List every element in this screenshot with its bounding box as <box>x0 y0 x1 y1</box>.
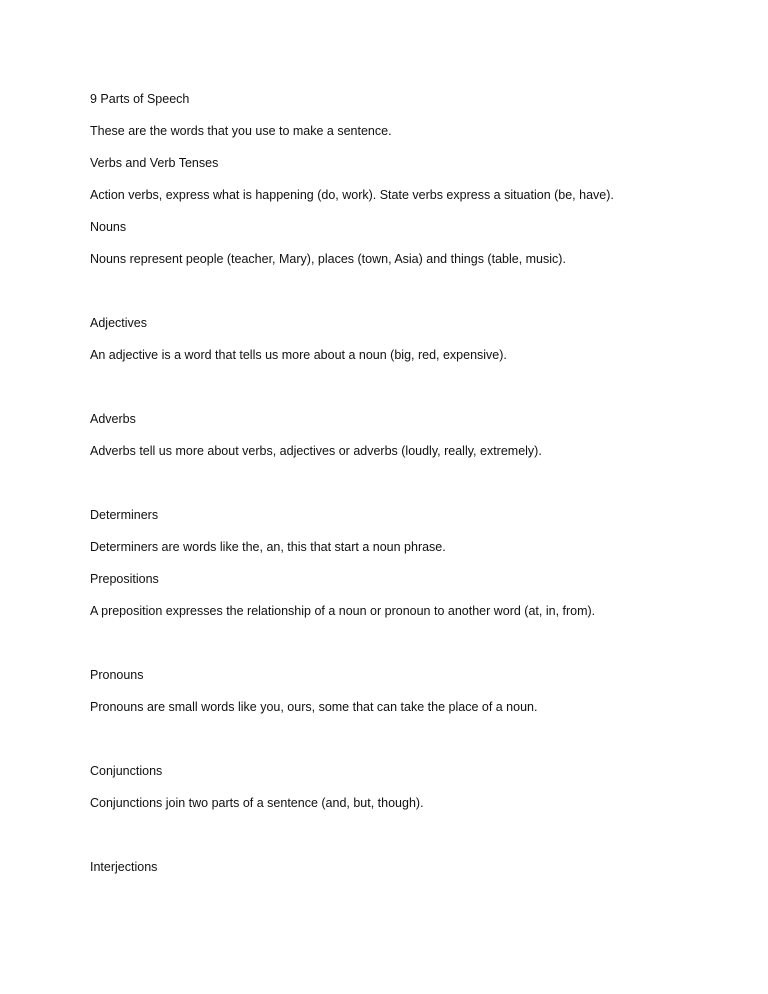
section-text-conjunctions: Conjunctions join two parts of a sentence (and, but, though). <box>90 796 424 810</box>
section-text-prepositions: A preposition expresses the relationship of a noun or pronoun to another word (at, in, from). <box>90 604 596 618</box>
section-heading-interjections: Interjections <box>90 860 158 874</box>
section-heading-verbs: Verbs and Verb Tenses <box>90 156 219 170</box>
section-heading-conjunctions: Conjunctions <box>90 764 163 778</box>
section-heading-adjectives: Adjectives <box>90 316 147 330</box>
section-heading-prepositions: Prepositions <box>90 572 159 586</box>
section-text-adjectives: An adjective is a word that tells us more about a noun (big, red, expensive). <box>90 348 507 362</box>
section-heading-adverbs: Adverbs <box>90 412 136 426</box>
section-heading-determiners: Determiners <box>90 508 159 522</box>
section-text-adverbs: Adverbs tell us more about verbs, adjectives or adverbs (loudly, really, extremely). <box>90 444 542 458</box>
section-text-verbs: Action verbs, express what is happening (do, work). State verbs express a situation (be, have). <box>90 188 614 202</box>
section-text-nouns: Nouns represent people (teacher, Mary), places (town, Asia) and things (table, music). <box>90 252 566 266</box>
section-heading-pronouns: Pronouns <box>90 668 144 682</box>
document-title: 9 Parts of Speech <box>90 92 190 106</box>
section-heading-nouns: Nouns <box>90 220 127 234</box>
section-text-determiners: Determiners are words like the, an, this that start a noun phrase. <box>90 540 446 554</box>
section-text-pronouns: Pronouns are small words like you, ours, some that can take the place of a noun. <box>90 700 538 714</box>
document-intro: These are the words that you use to make a sentence. <box>90 124 392 138</box>
